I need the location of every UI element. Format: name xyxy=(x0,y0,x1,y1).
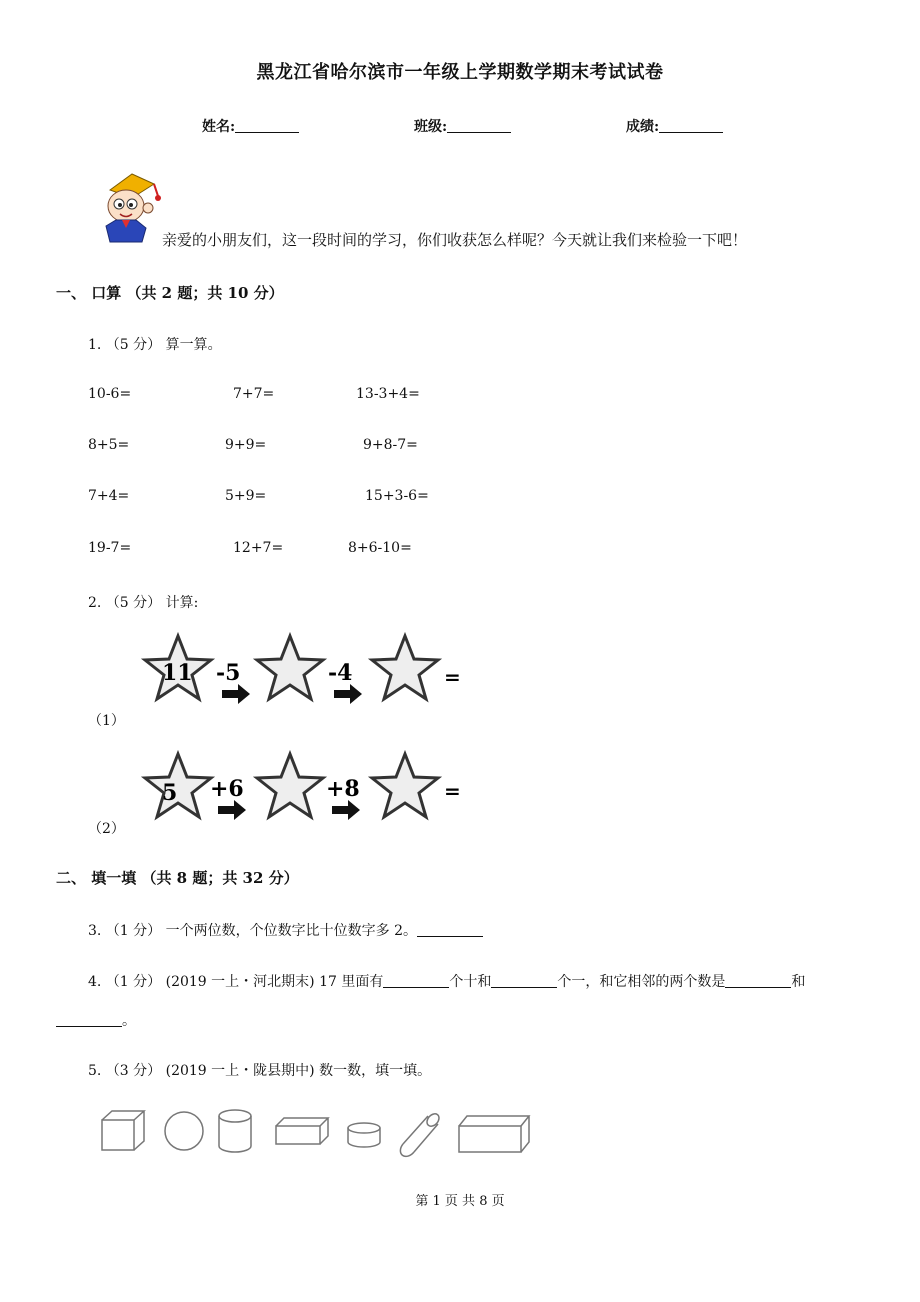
q1-cell: 12+7= xyxy=(233,540,284,556)
q4-text-a: 4. （1 分） (2019 一上・河北期末) 17 里面有 xyxy=(88,974,384,990)
question-4-line-2 xyxy=(56,1010,136,1030)
class-blank[interactable] xyxy=(447,118,511,133)
question-1-header: 1. （5 分） 算一算。 xyxy=(88,337,222,353)
score-blank[interactable] xyxy=(659,118,723,133)
star-chain-2 xyxy=(140,748,470,826)
operator-1: +6 xyxy=(210,776,244,802)
q1-cell: 8+5= xyxy=(88,437,130,453)
operator-2: -4 xyxy=(328,660,353,686)
class-field xyxy=(414,116,511,136)
q1-cell: 5+9= xyxy=(225,488,267,504)
q4-text-c: 个一，和它相邻的两个数是 xyxy=(557,974,726,990)
rod-icon xyxy=(400,1111,441,1156)
name-label: 姓名: xyxy=(202,119,236,135)
equals-sign: = xyxy=(444,665,461,689)
question-3 xyxy=(88,920,483,940)
shapes-figure xyxy=(96,1106,542,1158)
name-field xyxy=(202,116,299,136)
q1-cell: 8+6-10= xyxy=(348,540,412,556)
short-cylinder-icon xyxy=(348,1123,380,1147)
arrow-right-icon xyxy=(218,800,246,820)
star-icon xyxy=(257,754,323,817)
page-footer: 第 1 页 共 8 页 xyxy=(415,1194,505,1209)
operator-2: +8 xyxy=(326,776,360,802)
q1-cell: 7+7= xyxy=(233,386,275,402)
arrow-right-icon xyxy=(334,684,362,704)
star-icon xyxy=(372,754,438,817)
name-blank[interactable] xyxy=(235,118,299,133)
answer-blank[interactable] xyxy=(725,973,791,988)
q1-cell: 9+8-7= xyxy=(363,437,418,453)
question-4-line-1 xyxy=(88,971,805,991)
answer-blank[interactable] xyxy=(491,973,557,988)
q1-cell: 10-6= xyxy=(88,386,132,402)
q1-cell: 15+3-6= xyxy=(365,488,429,504)
star-icon xyxy=(145,754,211,817)
cuboid-icon xyxy=(276,1118,328,1144)
star-icon xyxy=(257,636,323,699)
greeting-text: 亲爱的小朋友们，这一段时间的学习，你们收获怎么样呢？今天就让我们来检验一下吧！ xyxy=(162,231,748,249)
q1-cell: 19-7= xyxy=(88,540,132,556)
q4-text-end: 。 xyxy=(122,1013,136,1029)
sphere-icon xyxy=(165,1112,203,1150)
long-cuboid-icon xyxy=(459,1116,529,1152)
part-label-2: （2） xyxy=(88,821,125,837)
score-field xyxy=(626,116,723,136)
star-start-value: 11 xyxy=(162,660,193,686)
answer-blank[interactable] xyxy=(56,1012,122,1027)
star-chain-1 xyxy=(140,632,470,710)
q1-cell: 13-3+4= xyxy=(356,386,420,402)
question-3-text: 3. （1 分） 一个两位数，个位数字比十位数字多 2。 xyxy=(88,923,417,939)
page-title: 黑龙江省哈尔滨市一年级上学期数学期末考试试卷 xyxy=(256,62,664,83)
question-5: 5. （3 分） (2019 一上・陇县期中) 数一数，填一填。 xyxy=(88,1063,432,1079)
arrow-right-icon xyxy=(222,684,250,704)
q4-text-d: 和 xyxy=(791,974,806,990)
q1-cell: 7+4= xyxy=(88,488,130,504)
score-label: 成绩: xyxy=(626,119,660,135)
section-heading-1: 一、 口算 （共 2 题；共 10 分） xyxy=(56,284,284,302)
operator-1: -5 xyxy=(216,660,241,686)
cylinder-icon xyxy=(219,1110,251,1152)
q1-cell: 9+9= xyxy=(225,437,267,453)
q4-text-b: 个十和 xyxy=(449,974,492,990)
equals-sign: = xyxy=(444,779,461,803)
star-icon xyxy=(372,636,438,699)
cube-icon xyxy=(102,1111,144,1150)
question-2-header: 2. （5 分） 计算: xyxy=(88,595,199,611)
answer-blank[interactable] xyxy=(417,922,483,937)
arrow-right-icon xyxy=(332,800,360,820)
mascot-image xyxy=(92,168,166,246)
star-start-value: 5 xyxy=(162,780,178,806)
class-label: 班级: xyxy=(414,119,448,135)
section-heading-2: 二、 填一填 （共 8 题；共 32 分） xyxy=(56,869,299,887)
answer-blank[interactable] xyxy=(383,973,449,988)
part-label-1: （1） xyxy=(88,713,125,729)
